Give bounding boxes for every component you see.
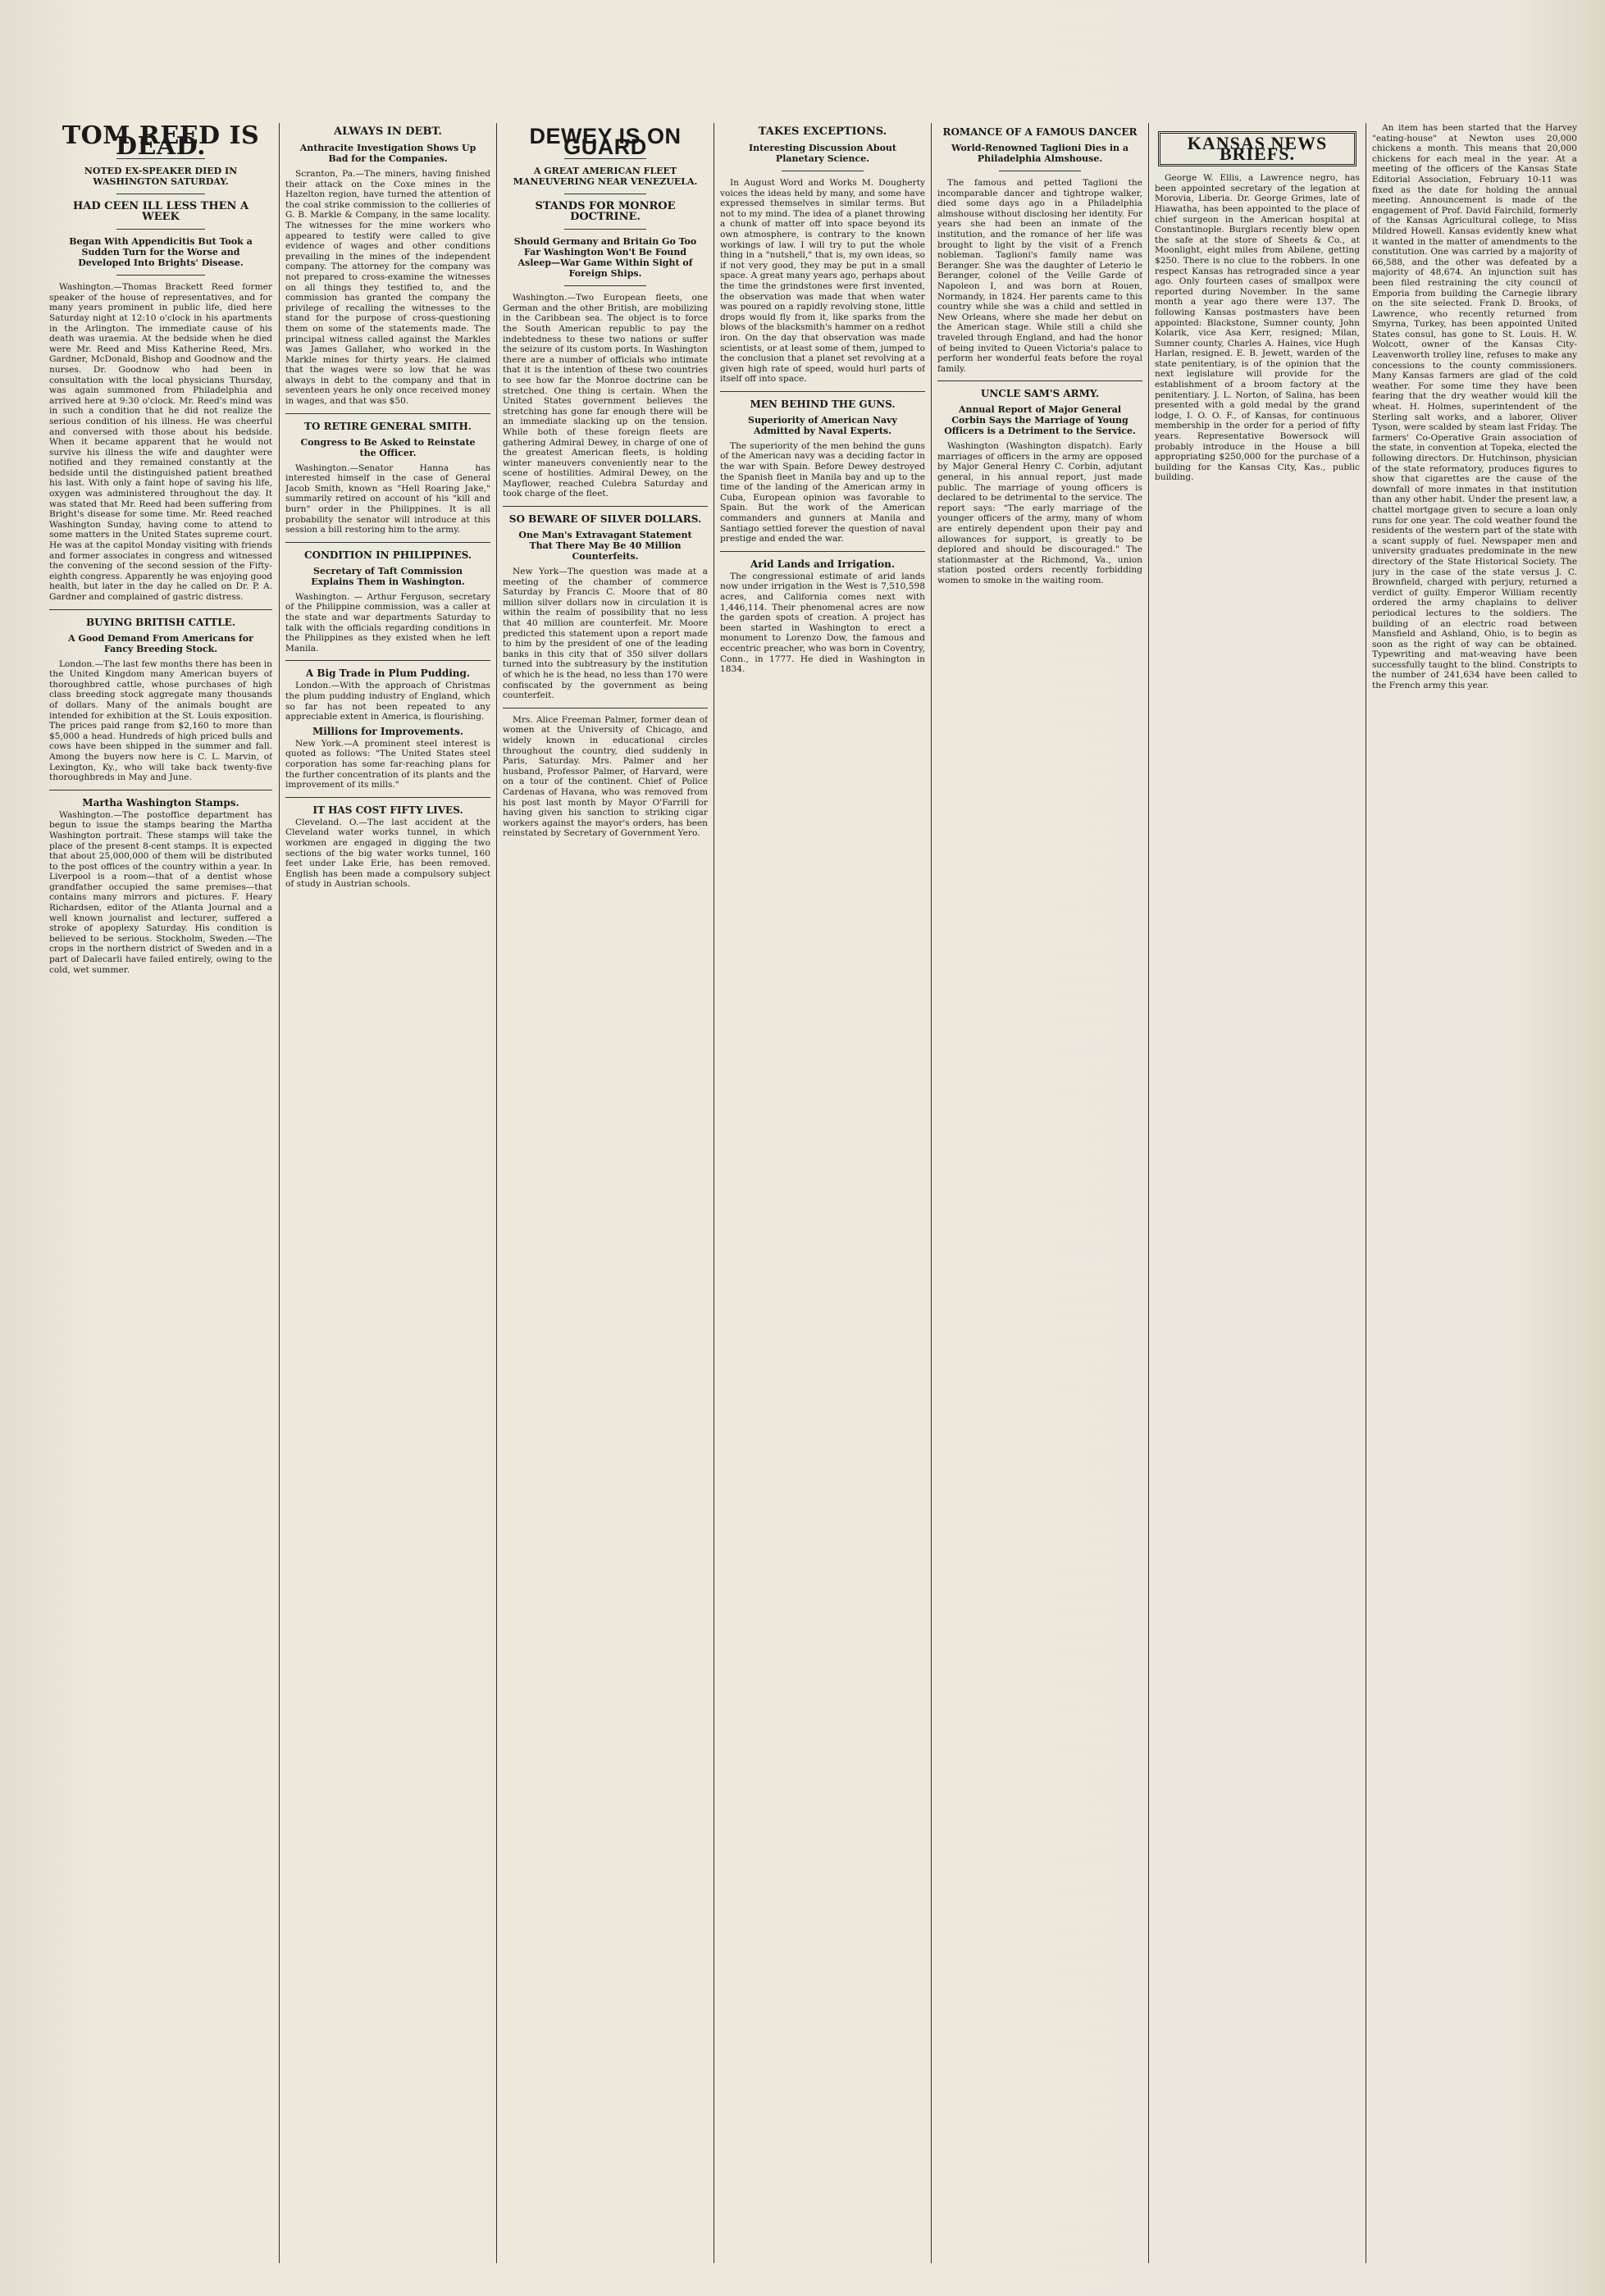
article-body: An item has been started that the Harvey "eating-house" at Newton uses 20,000 chickens a month. This means that 20,000 chickens for each meal in the year. At a meeting of the officers of the Kansas State Editorial Association, February 10-11 was fixed as the date for holding the annual meeting. Announcement is made of the engagement of Prof. David Fairchild, formerly of the Kansas Agricultural college, to Miss Mildred Howell. Kansas evidently knew what it wanted in the matter of amendments to the constitution. One was carried by a majority of 66,588, and the other was defeated by a majority of 48,674. An injunction suit has been filed restraining the city council of Emporia from building the Carnegie library on the site selected. Frank D. Brooks, of Lawrence, who recently returned from Smyrna, Turkey, has been appointed United States consul, has gone to St. Louis. H. W. Wolcott, owner of the Kansas City-Leavenworth trolley line, refuses to make any concessions to the county commissioners. Many Kansas farmers are glad of the cold weather. For some time they have been fearing that the dry weather would kill the wheat. H. Holmes, superintendent of the Sterling salt works, and a laborer, Oliver Tyson, were scalded by steam last Friday. The farmers' Co-Operative Grain association of the state, in convention at Topeka, elected the following directors. Dr. Hutchinson, physician of the state reformatory, produces figures to show that cigarettes are the cause of the downfall of more inmates in that institution than any other habit. Under the present law, a chattel mortgage given to secure a loan only runs for one year. The cold weather found the residents of the western part of the state with a scant supply of fuel. Newspaper men and university graduates predominate in the new directory of the State Historical Society. The jury in the case of the state versus J. C. Brownfield, charged with perjury, returned a verdict of guilty. Emperor William recently ordered the army chaplains to deliver periodical lectures to the soldiers. The building of an electric road between Mansfield and Ashland, Ohio, is to begin as soon as the right of way can be obtained. Typewriting and mat-weaving have been successfully taught to the blind. Constripts to the number of 241,634 have been called to the French army this year. [1372,123,1577,691]
section-head: MEN BEHIND THE GUNS. [750,398,896,410]
deck: One Man's Extravagant Statement That There May Be 40 Million Counterfeits. [518,530,692,563]
article-body: New York.—A prominent steel interest is quoted as follows: "The United States steel corporation has some far-reaching plans for the further concentration of its plants and the improvement of its mills." [285,738,490,790]
headline-takes-exceptions: TAKES EXCEPTIONS. [758,125,887,138]
headline-always-in-debt: ALWAYS IN DEBT. [334,125,442,138]
divider [564,229,646,230]
deck: Interesting Discussion About Planetary Science. [749,143,896,164]
section-head: A Big Trade in Plum Pudding. [305,667,471,680]
article-body: Washington.—The postoffice department has begun to issue the stamps bearing the Martha Washington portrait. These stamps will take the place of the present 8-cent stamps. It is expected that about 25,000,000 of them will be distributed to the post offices of the country within a year. In Liverpool is a room—that of a dentist whose grandfather occupied the same premises—that contains many mirrors and pictures. F. Heary Richardsen, editor of the Atlanta Journal and a well known journalist and lecturer, suffered a stroke of apoplexy Saturday. His condition is believed to be serious. Stockholm, Sweden.—The crops in the northern district of Sweden and in a part of Dalecarli have failed entirely, owing to the cold, wet summer. [49,809,272,975]
deck: Secretary of Taft Commission Explains Them in Washington. [311,565,465,587]
section-head: UNCLE SAM'S ARMY. [980,388,1100,400]
deck: Annual Report of Major General Corbin Says the Marriage of Young Officers is a Detriment to the Service. [944,404,1136,437]
article-body: Washington.—Two European fleets, one German and the other British, are mobilizing in the Caribbean sea. The object is to force the South American republic to pay the indebtedness to these two nations or suffer the seizure of its custom ports. In Washington there are a number of officials who intimate that it is the intention of these two countries to see how far the Monroe doctrine can be stretched. One thing is certain. When the United States government believes the stretching has gone far enough there will be an immediate slacking up on the tension. While both of these foreign fleets are gathering Admiral Dewey, in charge of one of the greatest American fleets, is holding winter maneuvers conveniently near to the scene of hostilities. Admiral Dewey, on the Mayflower, reached Culebra Saturday and took charge of the fleet. [503,293,708,499]
headline-tom-reed: TOM REED IS DEAD. [62,123,260,161]
divider [720,551,925,552]
deck: A GREAT AMERICAN FLEET MANEUVERING NEAR VENEZUELA. [513,166,698,188]
headline-romance: ROMANCE OF A FAMOUS DANCER [942,126,1138,138]
article-body: London.—The last few months there has been in the United Kingdom many American buyers of thoroughbred cattle, whose purchases of high class breeding stock aggregate many thousands of dollars. Many of the animals bought are intended for exhibition at the St. Louis exposition. The prices paid range from $2,160 to more than $5,000 a head. Hundreds of high priced bulls and cows have been shipped in the summer and fall. Among the buyers now here is C. L. Marvin, of Lexington, Ky., who will take back twenty-five thoroughbreds in May and June. [49,658,272,783]
deck: Congress to Be Asked to Reinstate the Officer. [300,436,476,458]
article-body: Cleveland. O.—The last accident at the Cleveland water works tunnel, in which workmen are engaged in digging the two sections of the big water works tunnel, 160 feet under Lake Erie, has been removed. English has been made a compulsory subject of study in Austrian schools. [285,817,490,890]
section-head: BUYING BRITISH CATTLE. [85,616,236,628]
section-head: Arid Lands and Irrigation. [750,558,896,570]
divider [285,797,490,798]
article-body: The congressional estimate of arid lands now under irrigation in the West is 7,510,598 acres, and California comes next with 1,446,114. Their phenomenal acres are now the garden spots of creation. A project has been started in Washington to erect a monument to Lorenzo Dow, the famous and eccentric preacher, who was born in Coventry, Conn., in 1777. He died in Washington in 1834. [720,571,925,675]
column-2 [285,123,490,2263]
divider [285,660,490,661]
article-body: New York—The question was made at a meeting of the chamber of commerce Saturday by Francis C. Moore that of 80 million silver dollars now in circulation it is within the realm of possibility that no less that 40 million are counterfeit. Mr. Moore predicted this statement upon a report made to him by the president of one of the leading banks in this city that of 350 silver dollars turned into the subtreasury by the institution of which he is the head, no less than 170 were confiscated by the government as being counterfeit. [503,567,708,701]
column-1 [49,123,272,2263]
article-body: George W. Ellis, a Lawrence negro, has been appointed secretary of the legation at Morovia, Liberia. Dr. George Grimes, late of Hiawatha, has been appointed to the place of chief surgeon in the American hospital at Constantinople. Burglars recently blew open the safe at the store of Sheets & Co., at Moonlight, eight miles from Abilene, getting $250. There is no clue to the robbers. In one respect Kansas has retrograded since a year ago. Only fourteen cases of smallpox were reported during November. In the same month a year ago there were 137. The following Kansas postmasters have been appointed: Blackstone, Sumner county, John Kolarik, vice Asa Kerr, resigned; Milan, Sumner county, Charles A. Haines, vice Hugh Harlan, resigned. E. B. Jewett, warden of the state penitentiary, is of the opinion that the next legislature will provide for the establishment of a broom factory at the penitentiary. J. L. Norton, of Salina, has been presented with a gold medal by the grand lodge, I. O. O. F., of Kansas, for continuous membership in the order for a period of fifty years. Representative Bowersock will probably introduce in the House a bill appropriating $250,000 for the purchase of a building for the Kansas City, Kas., public building. [1155,173,1360,483]
column-rule [931,123,932,2263]
column-5 [937,123,1142,2263]
column-rule [279,123,280,2263]
article-body: Scranton, Pa.—The miners, having finished their attack on the Coxe mines in the Hazelton region, have turned the attention of the coal strike commission to the collieries of G. B. Markle & Company, in the same locality. The witnesses for the mine workers who appeared to testify were called to give evidence of wages and other conditions prevailing in the mines of the independent company. The attorney for the company was not prepared to cross-examine the witnesses on all things they testified to, and the commission has granted the company the privilege of recalling the witnesses to the stand for the purpose of cross-questioning them on some of the statements made. The principal witness called against the Markles was James Gallaher, who worked in the Markle mines for thirty years. He claimed that the wages were so low that he was always in debt to the company and that in seventeen years he only once received money in wages, and that was $50. [285,169,490,407]
divider [503,506,708,507]
section-head: SO BEWARE OF SILVER DOLLARS. [508,513,702,526]
section-head: IT HAS COST FIFTY LIVES. [312,804,463,816]
deck: HAD CEEN ILL LESS THEN A WEEK [72,200,249,224]
article-body: The superiority of the men behind the guns of the American navy was a deciding factor in the war with Spain. Before Dewey destroyed the Spanish fleet in Manila bay and up to the time of the landing of the American army in Cuba, European opinion was favorable to Spain. But the work of the American commanders and gunners at Manila and Santiago settled forever the question of naval prestige and ended the war. [720,440,925,544]
divider [564,285,646,286]
divider [116,229,206,230]
divider [285,413,490,414]
divider [49,609,272,610]
column-7 [1372,123,1577,2263]
kansas-news-masthead [1158,131,1356,166]
article-body: Mrs. Alice Freeman Palmer, former dean of women at the University of Chicago, and widely known in educational circles throughout the country, died suddenly in Paris, Saturday. Mrs. Palmer and her husband, Professor Palmer, of Harvard, were on a tour of the continent. Chief of Police Cardenas of Havana, who was removed from his post last month by Mayor O'Farrill for having given his sanction to striking cigar workers against the mayor's orders, has been reinstated by Secretary of Government Yero. [503,714,708,839]
column-3 [503,123,708,2263]
article-body: Washington (Washington dispatch). Early marriages of officers in the army are opposed by Major General Henry C. Corbin, adjutant general, in his annual report, just made public. The marriage of young officers is declared to be detrimental to the service. The report says: "The early marriage of the younger officers of the army, many of whom are entirely dependent upon their pay and allowances for support, is greatly to be deplored and should be discouraged." The stationmaster at the Richmond, Va., union station posted orders recently forbidding women to smoke in the waiting room. [937,441,1142,585]
deck: STANDS FOR MONROE DOCTRINE. [535,200,676,224]
section-head: TO RETIRE GENERAL SMITH. [304,420,472,432]
column-rule [496,123,497,2263]
deck: A Good Demand From Americans for Fancy Breeding Stock. [68,632,253,654]
headline-dewey: DEWEY IS ON GUARD [529,124,682,159]
deck: Anthracite Investigation Shows Up Bad for the Companies. [299,143,476,164]
column-6 [1155,123,1360,2263]
deck: Superiority of American Navy Admitted by Naval Experts. [748,414,897,436]
deck: Should Germany and Britain Go Too Far Washington Won't Be Found Asleep—War Game Within Sight of Foreign Ships. [513,236,697,280]
masthead-title: KANSAS NEWS BRIEFS. [1187,133,1328,164]
article-body: The famous and petted Taglioni the incomparable dancer and tightrope walker, died some days ago in a Philadelphia almshouse without disclosing her identity. For years she had been an inmate of the institution, and the romance of her life was brought to light by the visit of a French nobleman. Taglioni's family name was Beranger. She was the daughter of Leterio le Beranger, colonel of the Veille Garde of Napoleon I, and was born at Rouen, Normandy, in 1824. Her parents came to this country while she was a child and settled in New Orleans, where she made her debut on the American stage. While still a child she traveled through England, and had the honor of being invited to Queen Victoria's palace to perform her wonderful feats before the royal family. [937,178,1142,374]
article-body: London.—With the approach of Christmas the plum pudding industry of England, which so far has not been repeated to any appreciable extent in America, is flourishing. [285,681,490,722]
section-head: Millions for Improvements. [312,725,463,737]
article-body: Washington.—Thomas Brackett Reed former speaker of the house of representatives, and for many years prominent in public life, died here Saturday night at 12:10 o'clock in his apartments in the Arlington. The immediate cause of his death was uraemia. At the bedside when he died were Mr. Reed and Miss Katherine Reed, Mrs. Gardner, McDonald, Bishop and Goodnow and the nurses. Dr. Goodnow who had been in consultation with the local physicians Thursday, was again summoned from Philadelphia and arrived here at 9:30 o'clock. Mr. Reed's mind was in such a condition that he did not realize the serious condition of his illness. He was cheerful and conversed with those about his bedside. When it became apparent that he would not survive his illness the wife and daughter were notified and they remained constantly at the bedside until the distinguished patient breathed his last. With only a faint hope of saving his life, oxygen was administered throughout the day. It was stated that Mr. Reed had been suffering from Bright's disease for some time. Mr. Reed reached Washington Sunday, having come to attend to some matters in the United States supreme court. He was at the capitol Monday visiting with friends and former associates in congress and witnessed the convening of the second session of the Fifty-eighth congress. Apparently he was enjoying good health, but later in the day he called on Dr. P. A. Gardner and complained of gastric distress. [49,282,272,602]
deck: World-Renowned Taglioni Dies in a Philadelphia Almshouse. [951,143,1129,164]
column-4 [720,123,925,2263]
deck: Began With Appendicitis But Took a Sudden Turn for the Worse and Developed Into Brights' Disease. [69,236,253,269]
article-body: Washington.—Senator Hanna has interested himself in the case of General Jacob Smith, known as "Hell Roaring Jake," summarily retired on account of his "kill and burn" order in the Philippines. It is all probability the senator will introduce at this session a bill restoring him to the army. [285,462,490,535]
article-body: In August Word and Works M. Dougherty voices the ideas held by many, and some have expressed themselves in similar terms. But not to my mind. The idea of a planet throwing a chunk of matter off into space beyond its own atmosphere, is contrary to the known workings of law. I will try to put the whole thing in a "nutshell," that is, my own ideas, so if not very good, they may be put in a small space. A great many years ago, perhaps about the time the grindstones were first invented, the observation was made that when water was poured on a rapidly revolving stone, little drops would fly from it, like sparks from the blows of the blacksmith's hammer on a redhot iron. On the day that observation was made scientists, or at least some of them, jumped to the conclusion that a planet set revolving at a given high rate of speed, would hurl parts of itself off into space. [720,178,925,385]
divider [285,542,490,543]
deck: NOTED EX-SPEAKER DIED IN WASHINGTON SATURDAY. [84,166,238,188]
article-body: Washington. — Arthur Ferguson, secretary of the Philippine commission, was a caller at the state and war departments Saturday to talk with the officials regarding conditions in the Philippines as they existed when he left Manila. [285,591,490,654]
section-head: Martha Washington Stamps. [82,796,239,809]
column-rule [1148,123,1149,2263]
divider [116,275,206,276]
divider [937,380,1142,381]
divider [720,391,925,392]
section-head: CONDITION IN PHILIPPINES. [303,549,472,561]
